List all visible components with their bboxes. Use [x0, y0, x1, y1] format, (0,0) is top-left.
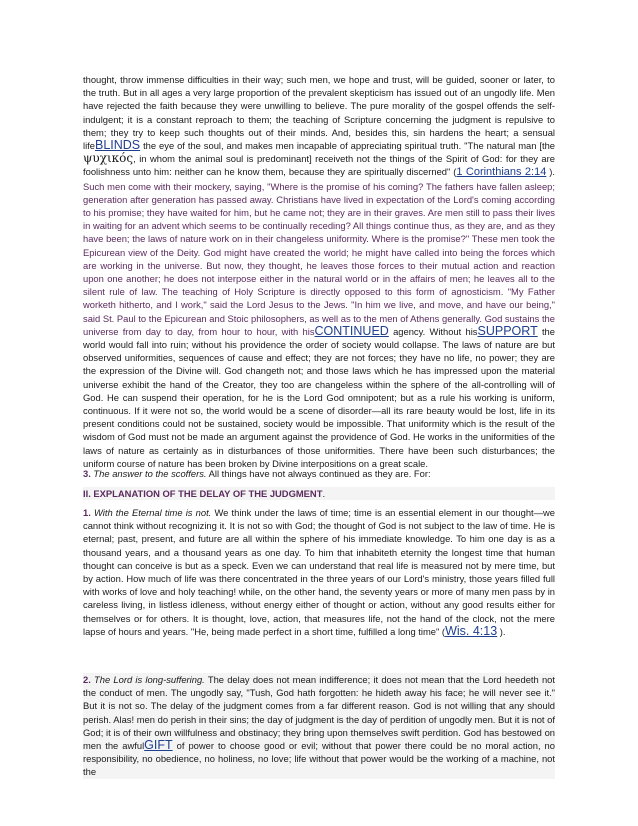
paragraph-text: the eye of the soul, and makes men incapable of appreciating spiritual truth. "The natural man [the [140, 140, 555, 152]
section-title: With the Eternal time is not. [90, 507, 212, 518]
paragraph-skeptics [83, 73, 555, 470]
paragraph-long-suffering [83, 673, 555, 779]
blinds-link[interactable]: BLINDS [94, 138, 141, 153]
scripture-link-wisdom[interactable]: Wis. 4:13 [445, 623, 498, 638]
gift-link[interactable]: GIFT [144, 738, 173, 753]
paragraph-text: ). [497, 625, 506, 637]
section-number: 3. [83, 468, 91, 479]
heading-text: II. EXPLANATION OF THE DELAY OF THE JUDGMENT [83, 488, 323, 499]
paragraph-text: of power to choose good or evil; without that power there could be no moral action, no responsibility, no obedience, no holiness, no love; life without that power would be the working of a machine, not the [83, 740, 555, 778]
section-number: 2. [83, 674, 91, 685]
paragraph-answer-scoffers [83, 467, 555, 480]
heading-period: . [322, 488, 326, 499]
paragraph-text: , in whom the animal soul is predominant] receiveth not the things of the Spirit of God: for they are foolishness unto him: neither can he know them, because they are spiritually discerned" ( [83, 153, 555, 178]
paragraph-text: All things have not always continued as they are. For: [206, 468, 431, 479]
section-heading [83, 487, 555, 500]
paragraph-text: the world would fall into ruin; without his providence the order of society would collapse. The laws of nature are but observed uniformities, sequences of cause and effect; they are not forces; they have no life, no power; they are the expression of the Divine will. God changeth not; and those laws which he has impressed upon the material universe exhibit the hand of the Creator, they too are changeless within the sphere of the all-controlling will of God. He can suspend their operation, for he is the Lord God omnipotent; but as a rule his working is uniform, continuous. If it were not so, the world would be a scene of disorder—all its rare beauty would be lost, life in its present conditions could not be sustained, society would be impossible. That uniformity which is the result of the wisdom of God must not be made an argument against the providence of God. He works in the uniformities of the laws of nature as certainly as in disturbances of those uniformities. There have been such disturbances; the uniform course of nature has been broken by Divine interpositions on a great scale. [83, 325, 555, 469]
paragraph-text: ). [546, 166, 555, 178]
highlighted-passage: Such men come with their mockery, saying, "Where is the promise of his coming? The fathers have fallen asleep; generation after generation has passed away. Christians have lived in expectation of the Lord's coming according to his promise; they have waited for him, but he came not; they are in their graves. Are men still to pass their lives in waiting for an advent which seems to be continually receding? All things continue thus, as they are, and as they have been; the laws of nature work on in their changeless uniformity. Where is the promise?" These men took the Epicurean view of the Deity. God might have created the world; he might have called into being the forces which are working in the universe. But now, they thought, he leaves those forces to their mutual action and reaction upon one another; he does not interpose either in the natural world or in the affairs of men; he leaves all to the silent rule of law. The teaching of Holy Scripture is directly opposed to this form of agnosticism. "My Father worketh hitherto, and I work," said the Lord Jesus to the Jews. "In him we live, and move, and have our being," said St. Paul to the Epicurean and Stoic philosophers, as well as to the men of Athens generally. God sustains the universe from day to day, from hour to hour, with his [83, 180, 555, 337]
paragraph-eternal-time [83, 506, 555, 638]
support-link[interactable]: SUPPORT [477, 323, 538, 338]
greek-word: ψυχικός [83, 151, 134, 166]
paragraph-text: The delay does not mean indifference; it does not mean that the Lord heedeth not the conduct of men. The ungodly say, "Tush, God hath forgotten: he hideth away his face; he will never see it." But it is not so. The delay of the judgment comes from a far different reason. God is not willing that any should perish. Alas! men do perish in their sins; the day of judgment is the day of perdition of ungodly men. But it is not of God; it is of their own willfulness and obstinacy; they bring upon themselves swift perdition. God has bestowed on men the awful [83, 674, 555, 752]
scripture-link-1-corinthians[interactable]: 1 Corinthians 2:14 [456, 166, 547, 179]
paragraph-text: thought, throw immense difficulties in their way; such men, we hope and trust, will be guided, sooner or later, to the truth. But in all ages a very large proportion of the prevalent skepticism has issued out of an ungodly life. Men have rejected the faith because they were unwilling to believe. The pure morality of the gospel offends the self-indulgent; it is a constant reproach to them; the teaching of Scripture concerning the judgment is repulsive to them; they try to keep such thoughts out of their minds. And, besides this, sin hardens the heart; a sensual life [83, 74, 555, 152]
paragraph-text: We think under the laws of time; time is an essential element in our thought—we cannot think without recognizing it. It is not so with God; the thought of God is not subject to the law of time. He is eternal; past, present, and future are all within the sphere of his immediate knowledge. To him one day is as a thousand years, and a thousand years as one day. To him that inhabiteth eternity the longest time that human thought can conceive is but as a speck. Even we can understand that real life is measured not by mere time, but by action. How much of life was there concentrated in the three years of our Lord's ministry, those years filled full with works of love and holy teaching! while, on the other hand, the seventy years or more of many men pass by in careless living, in listless idleness, without energy either of thought or action, without any good results either for themselves or for others. It is thought, love, action, that measures life, not the hand of the clock, not the mere lapse of hours and years. "He, being made perfect in a short time, fulfilled a long time" ( [83, 507, 555, 637]
section-number: 1. [83, 507, 91, 518]
continued-link[interactable]: CONTINUED [314, 323, 389, 338]
section-title: The Lord is long-suffering. [90, 674, 205, 685]
section-title: The answer to the scoffers. [90, 468, 207, 479]
paragraph-text: agency. Without his [388, 325, 478, 337]
